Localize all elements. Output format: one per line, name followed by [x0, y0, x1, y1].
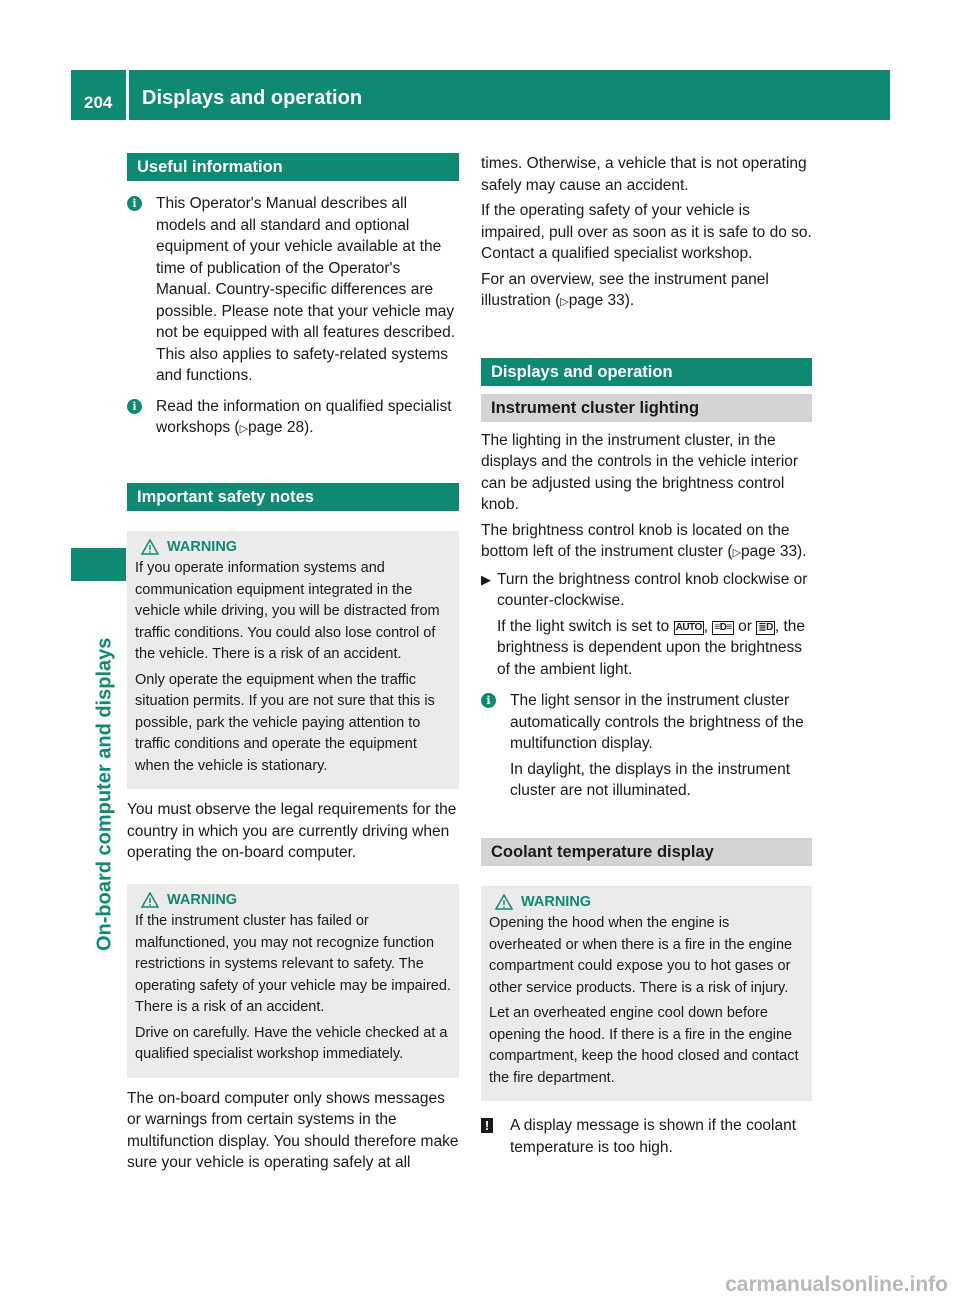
info-note-workshops: i Read the information on qualified specialist workshops (▷page 28).	[127, 396, 459, 441]
info-icon: i	[127, 399, 142, 414]
page-ref-arrow-icon: ▷	[560, 296, 569, 308]
auto-light-icon: AUTO	[675, 621, 702, 633]
warning-text: Opening the hood when the engine is overheated or when there is a fire in the engine compartment could expose you to hot gases or other service products. There is a risk of injury.	[489, 915, 793, 996]
instruction-step: ▶ Turn the brightness control knob clockwise or counter-clockwise. If the light switch is set to AUTO , ≡D≡ or ≣D , the brightness is dependent upon the brightness of the ambient light.	[481, 569, 812, 681]
warning-box-cluster-failure	[127, 884, 459, 1078]
warning-header: WARNING	[495, 892, 804, 914]
warning-box-coolant	[481, 886, 812, 1102]
low-beam-icon: ≣D	[758, 621, 773, 633]
parking-light-icon: ≡D≡	[714, 621, 732, 633]
warning-text: If the instrument cluster has failed or malfunctioned, you may not recognize function restrictions in systems relevant to safety. The operating safety of your vehicle may be impaired. There is a risk of an accident.	[135, 913, 451, 1015]
exclamation-icon: !	[481, 1118, 493, 1133]
displays-operation-heading: Displays and operation	[481, 358, 812, 386]
page-ref-arrow-icon: ▷	[732, 547, 742, 559]
overview-text: For an overview, see the instrument panel illustration (▷page 33).	[481, 270, 769, 309]
right-column	[481, 153, 812, 1162]
page-ref-link[interactable]: page 28).	[248, 419, 314, 436]
page-ref-link[interactable]: page 33).	[568, 292, 635, 309]
legal-requirements-text: You must observe the legal requirements for the country in which you are currently driving when operating the on-board computer.	[127, 801, 457, 861]
info-note-light-sensor: i The light sensor in the instrument cluster automatically controls the brightness of the multifunction display. In daylight, the displays in the instrument cluster are not illuminated.	[481, 690, 812, 802]
warning-triangle-icon	[495, 894, 513, 910]
messages-text: The on-board computer only shows messages or warnings from certain systems in the multifunction display. You should therefore make sure your vehicle is operating safely at all	[127, 1089, 459, 1171]
knob-location-text: The brightness control knob is located on the bottom left of the instrument cluster (▷page 33).	[481, 521, 807, 560]
warning-header: WARNING	[141, 890, 451, 912]
safety-notes-heading: Important safety notes	[127, 483, 459, 511]
warning-text: Drive on carefully. Have the vehicle checked at a qualified specialist workshop immediately.	[135, 1024, 448, 1062]
useful-info-heading: Useful information	[127, 153, 459, 181]
page-ref-link[interactable]: page 33).	[741, 543, 807, 560]
warning-header: WARNING	[141, 537, 451, 559]
page-ref-arrow-icon: ▷	[239, 423, 249, 435]
coolant-temp-heading: Coolant temperature display	[481, 838, 812, 866]
warning-text: Let an overheated engine cool down before opening the hood. If there is a fire in the engine compartment, keep the hood closed and contact the fire department.	[489, 1005, 799, 1086]
cluster-lighting-heading: Instrument cluster lighting	[481, 394, 812, 422]
side-tab-marker	[71, 548, 126, 581]
warning-text: Only operate the equipment when the traffic situation permits. If you are not sure that this is possible, park the vehicle paying attention to traffic conditions and operate the equipment when the vehicle is stationary.	[135, 671, 435, 774]
warning-triangle-icon	[141, 539, 159, 555]
step-arrow-icon: ▶	[481, 571, 491, 587]
lighting-text: The lighting in the instrument cluster, in the displays and the controls in the vehicle interior can be adjusted using the brightness control knob.	[481, 431, 799, 513]
page-title: Displays and operation	[142, 87, 363, 109]
warning-box-distraction	[127, 531, 459, 790]
page-number: 204	[84, 93, 113, 112]
warning-triangle-icon	[141, 892, 159, 908]
info-note-manual: i This Operator's Manual describes all models and all standard and optional equipment of your vehicle available at the time of publication of the Operator's Manual. Country-specific differences are possible. Please note that your vehicle may not be equipped with all features described. This also applies to safety-related systems and functions.	[127, 193, 459, 387]
header-divider	[126, 70, 129, 120]
warning-text: If you operate information systems and communication equipment integrated in the vehicle while driving, you will be distracted from traffic conditions. You could also lose control of the vehicle. There is a risk of an accident.	[135, 560, 440, 662]
light-switch-note: If the light switch is set to AUTO , ≡D≡ or ≣D , the brightness is dependent upon the brightness of the ambient light.	[497, 617, 805, 678]
continued-text: times. Otherwise, a vehicle that is not operating safely may cause an accident.	[481, 155, 807, 194]
left-column	[127, 153, 459, 1178]
info-icon: i	[481, 693, 496, 708]
note-coolant-message: ! A display message is shown if the coolant temperature is too high.	[481, 1115, 812, 1158]
watermark: carmanualsonline.info	[725, 1273, 948, 1296]
operating-safety-text: If the operating safety of your vehicle is impaired, pull over as soon as it is safe to do so. Contact a qualified specialist workshop.	[481, 202, 812, 262]
info-icon: i	[127, 196, 142, 211]
side-tab-label: On-board computer and displays	[93, 637, 116, 951]
